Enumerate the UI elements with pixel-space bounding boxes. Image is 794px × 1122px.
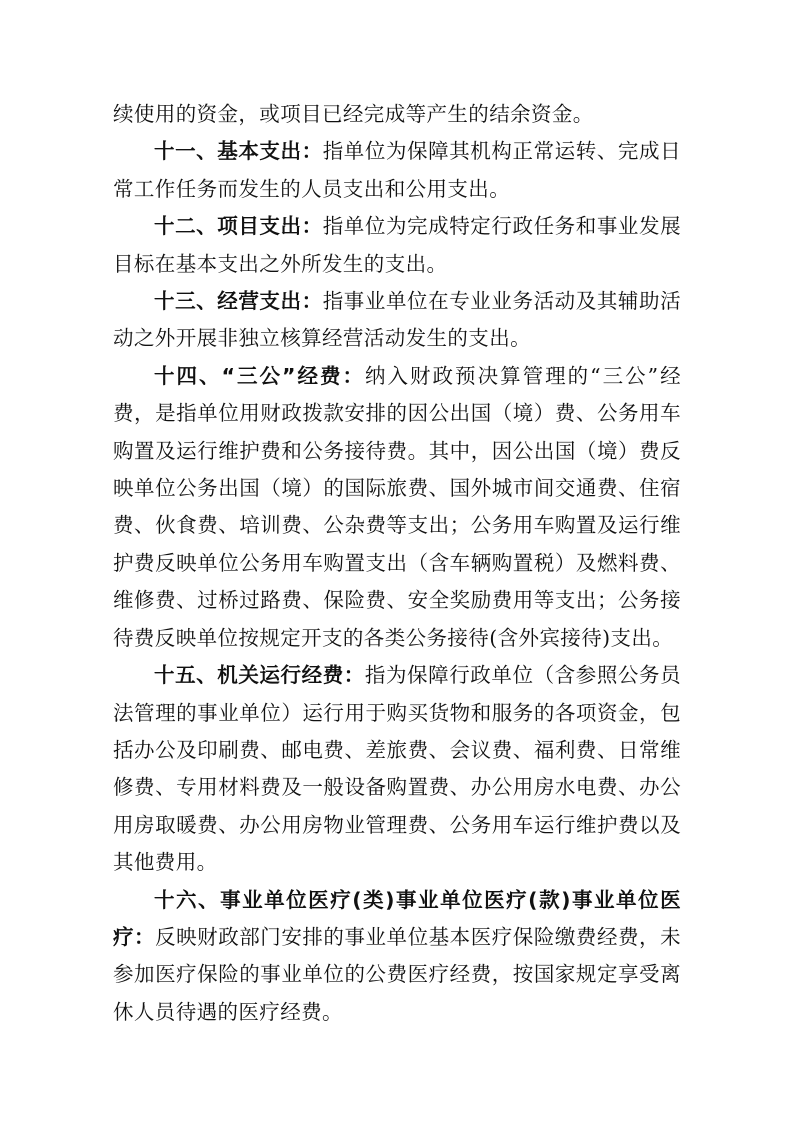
paragraph-term: 十一、基本支出： [154,139,323,164]
paragraph-three-public-funds [113,358,681,657]
paragraph-term: 十二、项目支出： [154,214,323,239]
paragraph-agency-operating-funds [113,657,681,881]
paragraph-text: 指事业单位在专业业务活动及其辅助活动之外开展非独立核算经营活动发生的支出。 [113,289,681,351]
paragraph-text: 指为保障行政单位（含参照公务员法管理的事业单位）运行用于购买货物和服务的各项资金，包括办公及印刷费、邮电费、差旅费、会议费、福利费、日常维修费、专用材料费及一般设备购置费、办公用房水电费、办公用房取暖费、办公用房物业管理费、公务用车运行维护费以及其他费用。 [113,663,681,875]
paragraph-institution-medical [113,882,681,1032]
paragraph-text: 指单位为完成特定行政任务和事业发展目标在基本支出之外所发生的支出。 [113,214,681,276]
paragraph-term: 十六、事业单位医疗(类)事业单位医疗(款)事业单位医疗： [113,887,681,949]
paragraph-continuation [113,96,681,133]
paragraph-text: 指单位为保障其机构正常运转、完成日常工作任务而发生的人员支出和公用支出。 [113,139,681,201]
paragraph-basic-expenditure [113,133,681,208]
paragraph-text: 纳入财政预决算管理的“三公”经费，是指单位用财政拨款安排的因公出国（境）费、公务用车购置及运行维护费和公务接待费。其中，因公出国（境）费反映单位公务出国（境）的国际旅费、国外城市间交通费、住宿费、伙食费、培训费、公杂费等支出；公务用车购置及运行维护费反映单位公务用车购置支出（含车辆购置税）及燃料费、维修费、过桥过路费、保险费、安全奖励费用等支出；公务接待费反映单位按规定开支的各类公务接待(含外宾接待)支出。 [113,363,681,650]
paragraph-text: 续使用的资金，或项目已经完成等产生的结余资金。 [113,102,594,126]
paragraph-text: 反映财政部门安排的事业单位基本医疗保险缴费经费，未参加医疗保险的事业单位的公费医疗经费，按国家规定享受离休人员待遇的医疗经费。 [113,924,681,1024]
paragraph-term: 十五、机关运行经费： [154,663,365,688]
paragraph-project-expenditure [113,208,681,283]
paragraph-operating-expenditure [113,283,681,358]
paragraph-term: 十三、经营支出： [154,289,323,314]
document-page [113,96,681,1031]
paragraph-term: 十四、“三公”经费： [154,363,366,388]
